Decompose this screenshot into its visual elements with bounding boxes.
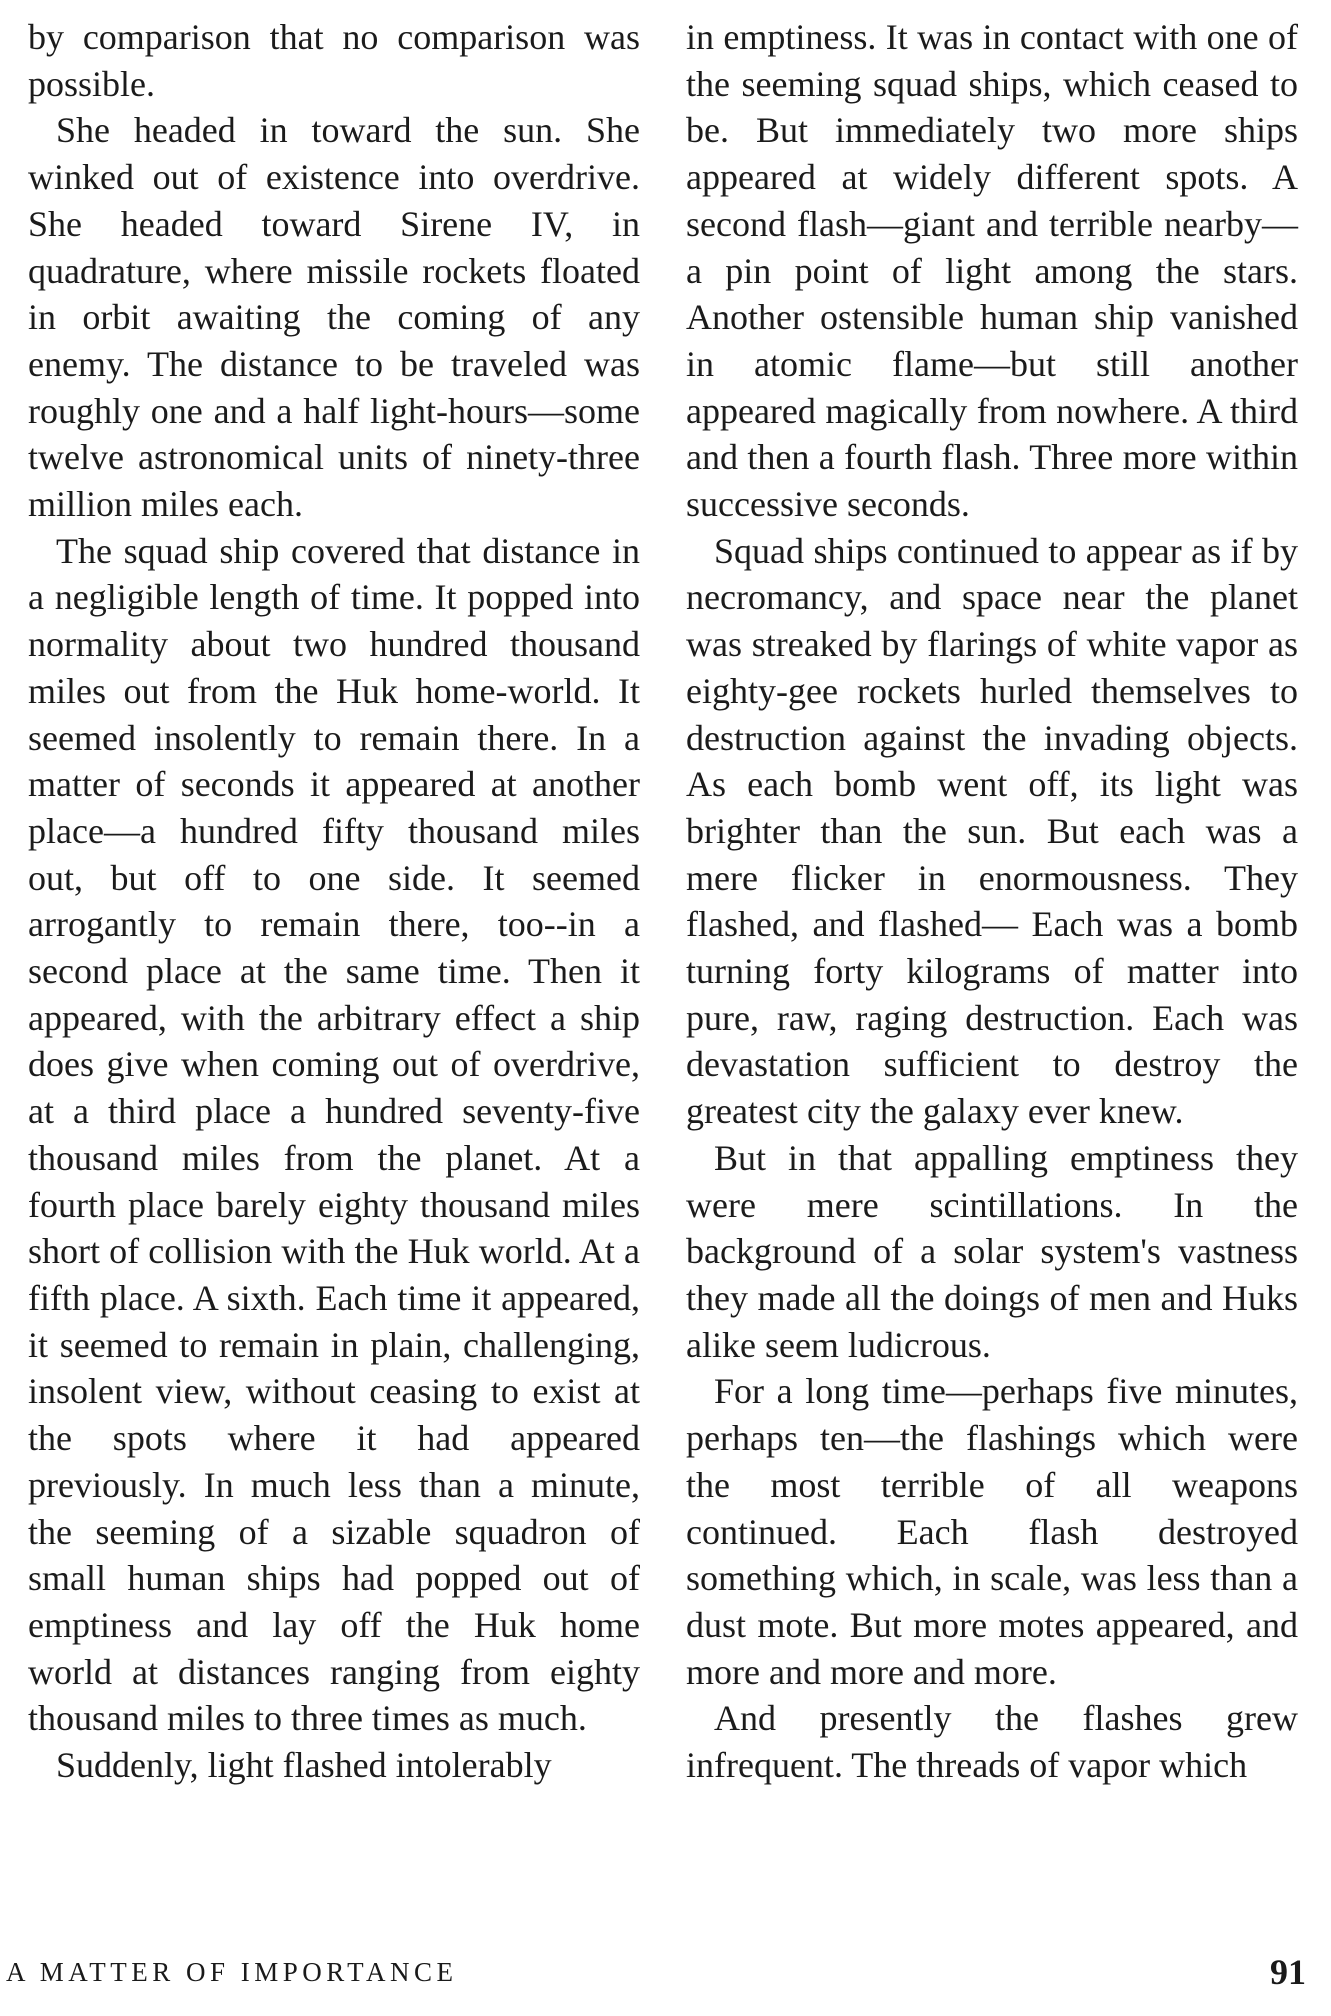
left-column (28, 14, 640, 1789)
right-column (686, 14, 1298, 1789)
right-paragraph-4: For a long time—perhaps five minutes, perhaps ten—the flashings which were the most terrible of all weapons continued. Each flash destroyed something which, in scale, was less than a dust mote. But more motes appeared, and more and more and more. (686, 1371, 1298, 1692)
running-title: A MATTER OF IMPORTANCE (6, 1957, 458, 1987)
left-paragraph-2: She headed in toward the sun. She winked out of existence into overdrive. She headed toward Sirene IV, in quadrature, where missile rockets floated in orbit awaiting the coming of any enemy. The distance to be traveled was roughly one and a half light-hours—some twelve astronomical units of ninety-three million miles each. (28, 110, 640, 525)
right-paragraph-2: Squad ships continued to appear as if by necromancy, and space near the planet was streaked by flarings of white vapor as eighty-gee rockets hurled themselves to destruction against the invading objects. As each bomb went off, its light was brighter than the sun. But each was a mere flicker in enormousness. They flashed, and flashed— Each was a bomb turning forty kilograms of matter into pure, raw, raging destruction. Each was devastation sufficient to destroy the greatest city the galaxy ever knew. (686, 530, 1298, 1132)
left-paragraph-4: Suddenly, light flashed intolerably (56, 1745, 552, 1786)
right-paragraph-5: And presently the flashes grew infrequent. The threads of vapor which (686, 1698, 1298, 1786)
page-footer (0, 1951, 1331, 2001)
left-paragraph-3: The squad ship covered that distance in a negligible length of time. It popped into normality about two hundred thousand miles out from the Huk home-world. It seemed insolently to remain there. In a matter of seconds it appeared at another place—a hundred fifty thousand miles out, but off to one side. It seemed arrogantly to remain there, too--in a second place at the same time. Then it appeared, with the arbitrary effect a ship does give when coming out of overdrive, at a third place a hundred seventy-five thousand miles from the planet. At a fourth place barely eighty thousand miles short of collision with the Huk world. At a fifth place. A sixth. Each time it appeared, it seemed to remain in plain, challenging, insolent view, without ceasing to exist at the spots where it had appeared previously. In much less than a minute, the seeming of a sizable squadron of small human ships had popped out of emptiness and lay off the Huk home world at distances ranging from eighty thousand miles to three times as much. (28, 530, 640, 1739)
right-paragraph-3: But in that appalling emptiness they were mere scintillations. In the background of a solar system's vastness they made all the doings of men and Huks alike seem ludicrous. (686, 1137, 1298, 1365)
right-paragraph-1: in emptiness. It was in contact with one of the seeming squad ships, which ceased to be. But immediately two more ships appeared at widely different spots. A second flash—giant and terrible nearby—a pin point of light among the stars. Another ostensible human ship vanished in atomic flame—but still another appeared magically from nowhere. A third and then a fourth flash. Three more within successive seconds. (686, 17, 1298, 525)
page-number: 91 (1270, 1952, 1306, 1992)
left-paragraph-1: by comparison that no comparison was possible. (28, 17, 640, 104)
